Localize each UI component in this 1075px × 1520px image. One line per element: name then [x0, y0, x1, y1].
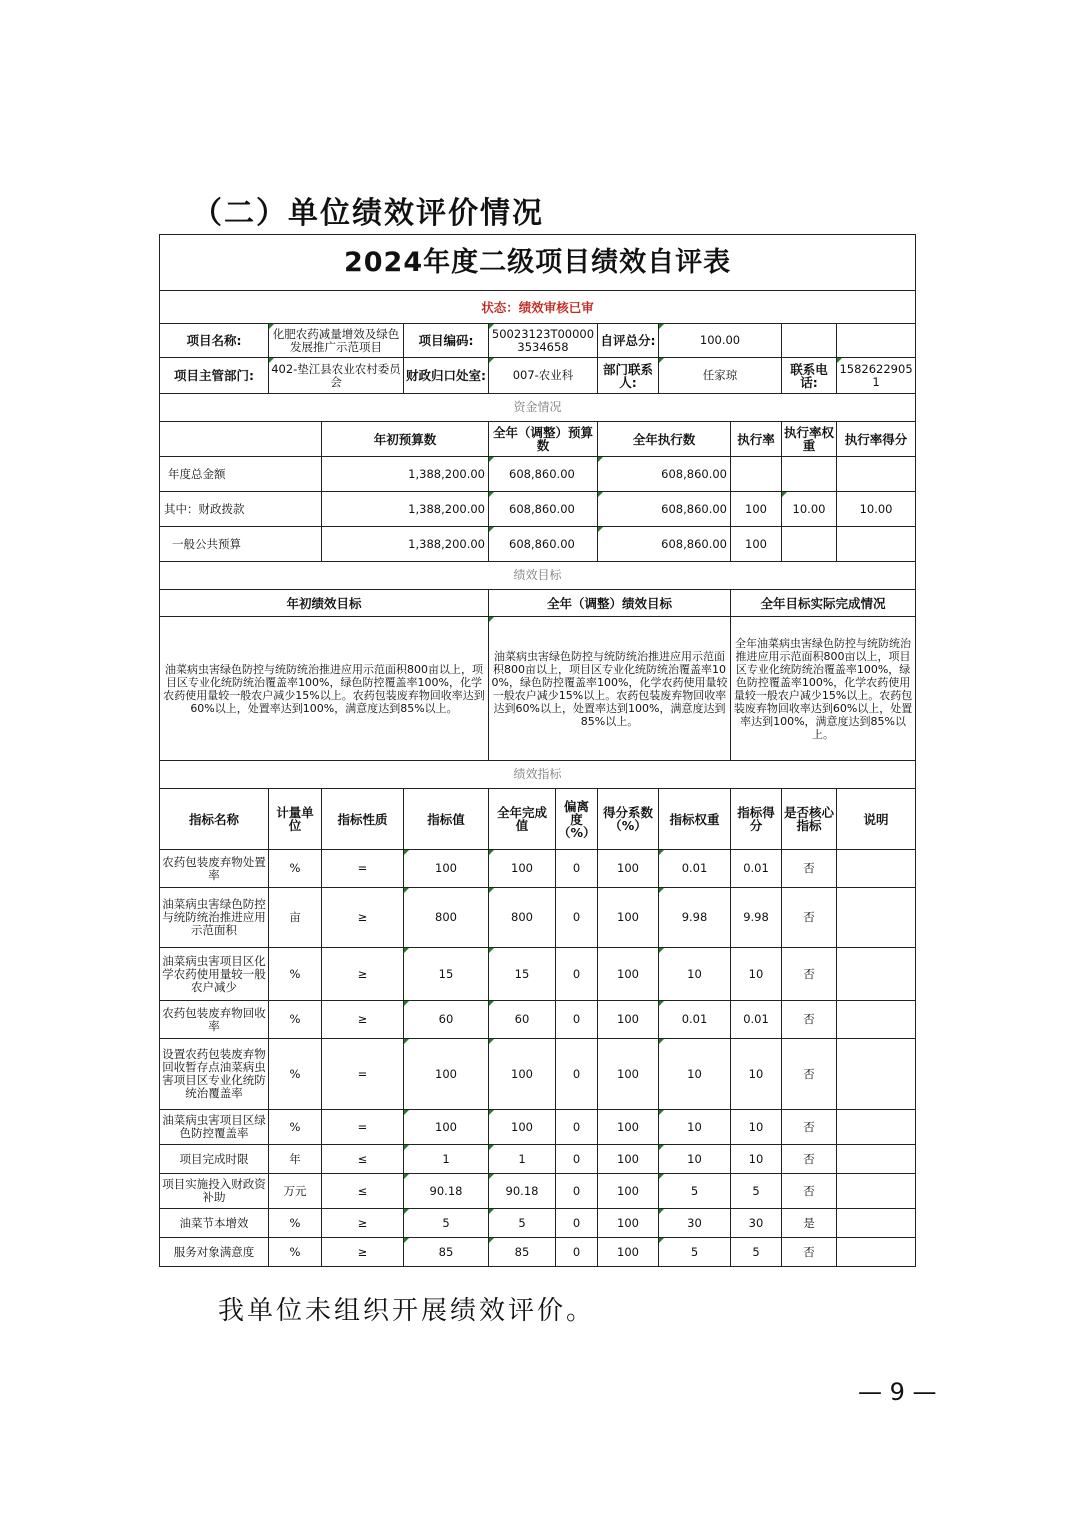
indicator-cell: 10: [731, 1039, 782, 1110]
indicator-cell: 100: [598, 1145, 659, 1174]
indicator-cell: 5: [659, 1174, 731, 1209]
indicator-cell: 9.98: [731, 888, 782, 948]
funds-cell: 10.00: [782, 492, 837, 527]
indicator-cell: 9.98: [659, 888, 731, 948]
funds-header-cell: 执行率权重: [782, 422, 837, 457]
indicator-cell: 0: [556, 1001, 598, 1039]
info-row-1: [160, 324, 916, 358]
indicator-cell: 0: [556, 1238, 598, 1267]
indicator-cell: [837, 888, 916, 948]
indicator-cell: %: [269, 1039, 322, 1110]
indicator-cell: 100: [404, 1039, 489, 1110]
indicator-cell: 农药包装废弃物处置率: [160, 850, 269, 888]
ind-header-cell: 是否核心指标: [782, 789, 837, 850]
indicator-cell: 油菜节本增效: [160, 1209, 269, 1238]
indicator-cell: 100: [489, 1110, 556, 1145]
indicator-cell: 0: [556, 850, 598, 888]
funds-cell: 一般公共预算: [160, 527, 322, 562]
self-score-label: 自评总分:: [598, 324, 659, 358]
actual-goal: 全年油菜病虫害绿色防控与统防统治推进应用示范面积800亩以上，项目区专业化统防统治覆盖率100%，绿色防控覆盖率100%，化学农药使用量较一般农户减少15%以上。农药包装废弃物回收率达到60%以上，处置率达到100%，满意度达到85%以上。: [731, 617, 916, 761]
ind-header-cell: 指标值: [404, 789, 489, 850]
project-name: 化肥农药减量增效及绿色发展推广示范项目: [269, 324, 404, 358]
funds-cell: 608,860.00: [598, 527, 731, 562]
indicator-cell: 否: [782, 850, 837, 888]
indicator-cell: 5: [731, 1174, 782, 1209]
indicator-cell: 10: [731, 1110, 782, 1145]
phone-label: 联系电话:: [782, 358, 837, 394]
indicator-cell: 90.18: [489, 1174, 556, 1209]
goals-section: 绩效目标: [160, 562, 916, 590]
self-score: 100.00: [659, 324, 782, 358]
funds-header-cell: 全年（调整）预算数: [489, 422, 598, 457]
funds-row: [160, 527, 916, 562]
indicator-cell: ≥: [322, 948, 404, 1001]
funds-cell: 100: [731, 492, 782, 527]
indicator-cell: [837, 850, 916, 888]
indicator-cell: 100: [598, 1039, 659, 1110]
indicator-cell: 90.18: [404, 1174, 489, 1209]
indicator-cell: =: [322, 1039, 404, 1110]
section-heading: （二）单位绩效评价情况: [192, 196, 544, 231]
indicator-cell: 服务对象满意度: [160, 1238, 269, 1267]
indicator-cell: 0: [556, 1039, 598, 1110]
goals-header-cell: 全年目标实际完成情况: [731, 590, 916, 617]
indicator-cell: ≤: [322, 1145, 404, 1174]
indicator-cell: %: [269, 1110, 322, 1145]
funds-row: [160, 457, 916, 492]
performance-table: [159, 234, 916, 1267]
indicator-cell: ≥: [322, 1001, 404, 1039]
indicators-header: [160, 789, 916, 850]
indicator-cell: 15: [404, 948, 489, 1001]
indicator-cell: 10: [659, 1039, 731, 1110]
indicator-cell: 100: [598, 888, 659, 948]
ind-header-cell: 指标得分: [731, 789, 782, 850]
goals-header: [160, 590, 916, 617]
project-code-label: 项目编码:: [404, 324, 489, 358]
dept: 402-垫江县农业农村委员会: [269, 358, 404, 394]
blank-cell: [837, 324, 916, 358]
ind-header-cell: 指标名称: [160, 789, 269, 850]
goals-header-cell: 年初绩效目标: [160, 590, 489, 617]
goals-header-cell: 全年（调整）绩效目标: [489, 590, 731, 617]
indicator-cell: 5: [659, 1238, 731, 1267]
indicator-cell: 0: [556, 1209, 598, 1238]
blank-cell: [782, 324, 837, 358]
indicator-cell: 否: [782, 948, 837, 1001]
info-row-2: [160, 358, 916, 394]
indicator-cell: 油菜病虫害项目区绿色防控覆盖率: [160, 1110, 269, 1145]
indicator-row: [160, 850, 916, 888]
funds-cell: 其中：财政拨款: [160, 492, 322, 527]
indicator-row: [160, 1145, 916, 1174]
indicator-cell: 否: [782, 1174, 837, 1209]
project-name-label: 项目名称:: [160, 324, 269, 358]
ind-header-cell: 全年完成值: [489, 789, 556, 850]
indicator-cell: 30: [659, 1209, 731, 1238]
funds-header: [160, 422, 916, 457]
indicator-cell: 100: [489, 1039, 556, 1110]
goals-row: [160, 617, 916, 761]
indicator-cell: 亩: [269, 888, 322, 948]
indicator-cell: [837, 948, 916, 1001]
funds-cell: 100: [731, 527, 782, 562]
dept-label: 项目主管部门:: [160, 358, 269, 394]
indicator-cell: %: [269, 948, 322, 1001]
indicator-cell: 1: [489, 1145, 556, 1174]
funds-header-cell: 年初预算数: [322, 422, 489, 457]
finance: 007-农业科: [489, 358, 598, 394]
indicator-cell: 100: [598, 850, 659, 888]
indicator-row: [160, 1238, 916, 1267]
funds-cell: 年度总金额: [160, 457, 322, 492]
indicator-cell: 万元: [269, 1174, 322, 1209]
indicator-row: [160, 1001, 916, 1039]
indicator-cell: 800: [404, 888, 489, 948]
indicator-cell: [837, 1174, 916, 1209]
ind-header-cell: 指标权重: [659, 789, 731, 850]
project-code: 50023123T000003534658: [489, 324, 598, 358]
indicator-cell: =: [322, 1110, 404, 1145]
indicator-cell: 100: [598, 948, 659, 1001]
indicator-cell: [837, 1238, 916, 1267]
ind-header-cell: 指标性质: [322, 789, 404, 850]
indicator-cell: %: [269, 850, 322, 888]
indicator-cell: 0: [556, 1174, 598, 1209]
funds-cell: 1,388,200.00: [322, 457, 489, 492]
funds-cell: 608,860.00: [598, 492, 731, 527]
indicator-cell: 85: [489, 1238, 556, 1267]
indicator-cell: 100: [598, 1209, 659, 1238]
indicator-cell: 0.01: [659, 1001, 731, 1039]
indicator-cell: 否: [782, 888, 837, 948]
funds-cell: [782, 527, 837, 562]
indicators-section: 绩效指标: [160, 761, 916, 789]
indicator-cell: 100: [404, 1110, 489, 1145]
funds-cell: [837, 527, 916, 562]
adjusted-goal: 油菜病虫害绿色防控与统防统治推进应用示范面积800亩以上，项目区专业化统防统治覆盖率100%，绿色防控覆盖率100%，化学农药使用量较一般农户减少15%以上。农药包装废弃物回收率达到60%以上，处置率达到100%，满意度达到85%以上。: [489, 617, 731, 761]
funds-section: 资金情况: [160, 394, 916, 422]
indicator-cell: 否: [782, 1110, 837, 1145]
indicator-cell: 否: [782, 1039, 837, 1110]
indicator-cell: 5: [404, 1209, 489, 1238]
indicator-cell: 0: [556, 1145, 598, 1174]
indicator-cell: 100: [489, 850, 556, 888]
indicator-cell: 60: [404, 1001, 489, 1039]
indicator-cell: 0: [556, 1110, 598, 1145]
ind-header-cell: 说明: [837, 789, 916, 850]
indicator-cell: 年: [269, 1145, 322, 1174]
indicator-cell: 油菜病虫害绿色防控与统防统治推进应用示范面积: [160, 888, 269, 948]
indicator-row: [160, 888, 916, 948]
indicator-cell: [837, 1209, 916, 1238]
indicator-cell: 30: [731, 1209, 782, 1238]
indicator-cell: 100: [598, 1001, 659, 1039]
indicator-cell: 10: [731, 948, 782, 1001]
indicator-cell: 0.01: [731, 850, 782, 888]
funds-cell: [731, 457, 782, 492]
funds-cell: [782, 457, 837, 492]
indicator-cell: 否: [782, 1238, 837, 1267]
phone: 15826229051: [837, 358, 916, 394]
funds-cell: [837, 457, 916, 492]
indicator-cell: 0.01: [731, 1001, 782, 1039]
funds-cell: 608,860.00: [489, 492, 598, 527]
indicator-cell: 10: [659, 948, 731, 1001]
indicator-row: [160, 1110, 916, 1145]
ind-header-cell: 得分系数（%）: [598, 789, 659, 850]
ind-header-cell: 偏离度（%）: [556, 789, 598, 850]
initial-goal: 油菜病虫害绿色防控与统防统治推进应用示范面积800亩以上，项目区专业化统防统治覆盖率100%，绿色防控覆盖率100%，化学农药使用量较一般农户减少15%以上。农药包装废弃物回收率达到60%以上，处置率达到100%，满意度达到85%以上。: [160, 617, 489, 761]
indicator-cell: [837, 1001, 916, 1039]
funds-cell: 1,388,200.00: [322, 492, 489, 527]
funds-cell: 1,388,200.00: [322, 527, 489, 562]
table-title: 2024年度二级项目绩效自评表: [160, 235, 916, 291]
funds-cell: 608,860.00: [489, 527, 598, 562]
funds-header-cell: 执行率: [731, 422, 782, 457]
funds-cell: 608,860.00: [598, 457, 731, 492]
indicator-cell: 85: [404, 1238, 489, 1267]
contact-label: 部门联系人:: [598, 358, 659, 394]
page-number: — 9 —: [858, 1378, 937, 1406]
contact: 任家琼: [659, 358, 782, 394]
indicator-rows: [160, 850, 916, 1267]
indicator-cell: 0: [556, 888, 598, 948]
indicator-cell: 否: [782, 1145, 837, 1174]
funds-row: [160, 492, 916, 527]
indicator-cell: 项目实施投入财政资补助: [160, 1174, 269, 1209]
indicator-cell: 10: [659, 1145, 731, 1174]
indicator-cell: 10: [659, 1110, 731, 1145]
funds-header-cell: 全年执行数: [598, 422, 731, 457]
indicator-cell: %: [269, 1001, 322, 1039]
indicator-cell: 5: [489, 1209, 556, 1238]
indicator-cell: %: [269, 1238, 322, 1267]
indicator-cell: 100: [598, 1238, 659, 1267]
indicator-cell: 项目完成时限: [160, 1145, 269, 1174]
indicator-cell: 1: [404, 1145, 489, 1174]
indicator-cell: 油菜病虫害项目区化学农药使用量较一般农户减少: [160, 948, 269, 1001]
indicator-row: [160, 1209, 916, 1238]
funds-cell: 608,860.00: [489, 457, 598, 492]
indicator-cell: 100: [598, 1174, 659, 1209]
funds-header-cell: [160, 422, 322, 457]
indicator-cell: [837, 1039, 916, 1110]
indicator-cell: 100: [404, 850, 489, 888]
indicator-cell: ≥: [322, 1209, 404, 1238]
indicator-cell: ≥: [322, 1238, 404, 1267]
indicator-cell: [837, 1110, 916, 1145]
indicator-cell: ≤: [322, 1174, 404, 1209]
indicator-row: [160, 1174, 916, 1209]
indicator-cell: ≥: [322, 888, 404, 948]
indicator-row: [160, 948, 916, 1001]
indicator-cell: 设置农药包装废弃物回收暂存点油菜病虫害项目区专业化统防统治覆盖率: [160, 1039, 269, 1110]
funds-cell: 10.00: [837, 492, 916, 527]
funds-header-cell: 执行率得分: [837, 422, 916, 457]
body-text: 我单位未组织开展绩效评价。: [218, 1296, 596, 1326]
indicator-cell: [837, 1145, 916, 1174]
indicator-cell: 5: [731, 1238, 782, 1267]
indicator-cell: 0.01: [659, 850, 731, 888]
indicator-cell: 0: [556, 948, 598, 1001]
indicator-cell: 农药包装废弃物回收率: [160, 1001, 269, 1039]
ind-header-cell: 计量单位: [269, 789, 322, 850]
indicator-cell: 是: [782, 1209, 837, 1238]
status-text: 状态：绩效审核已审: [160, 291, 916, 324]
indicator-cell: 800: [489, 888, 556, 948]
indicator-cell: 100: [598, 1110, 659, 1145]
indicator-row: [160, 1039, 916, 1110]
indicator-cell: %: [269, 1209, 322, 1238]
finance-label: 财政归口处室:: [404, 358, 489, 394]
indicator-cell: 10: [731, 1145, 782, 1174]
indicator-cell: 60: [489, 1001, 556, 1039]
indicator-cell: =: [322, 850, 404, 888]
indicator-cell: 否: [782, 1001, 837, 1039]
indicator-cell: 15: [489, 948, 556, 1001]
